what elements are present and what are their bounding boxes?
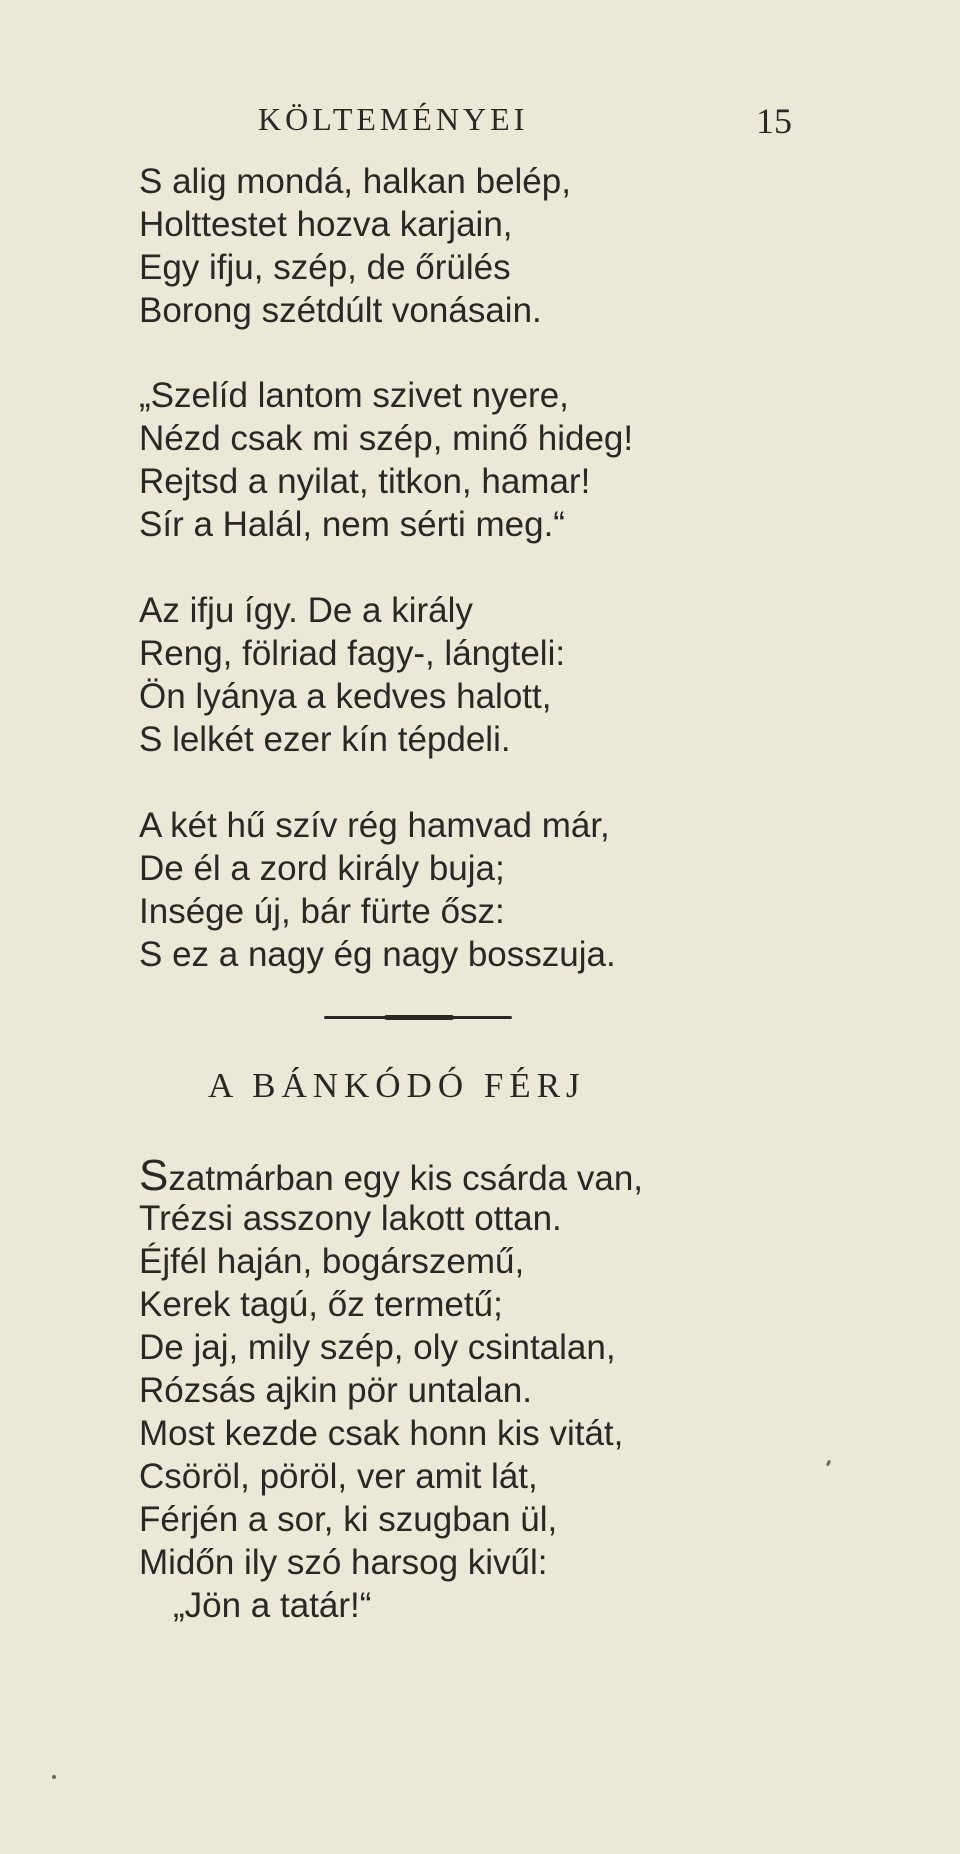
verse-line: „Szelíd lantom szivet nyere, [139,376,569,415]
drop-cap: S [139,1151,169,1200]
running-head: KÖLTEMÉNYEI [258,101,529,137]
verse-line: A két hű szív rég hamvad már, [139,806,610,845]
verse-line: Rózsás ajkin pör untalan. [139,1371,532,1410]
verse-line: Most kezde csak honn kis vitát, [139,1414,624,1453]
verse-line: Rejtsd a nyilat, titkon, hamar! [139,462,591,501]
stanza-1 [139,160,571,332]
verse-line: S lelkét ezer kín tépdeli. [139,720,511,759]
print-speck [52,1775,56,1779]
stanza-4 [139,804,616,976]
verse-line: Férjén a sor, ki szugban ül, [139,1500,558,1539]
verse-line: Trézsi asszony lakott ottan. [139,1199,562,1238]
verse-line: Sír a Halál, nem sérti meg.“ [139,505,565,544]
refrain-line: „Jön a tatár!“ [173,1586,372,1625]
verse-line: De él a zord király buja; [139,849,505,888]
stanza-2 [139,374,633,546]
section-divider [324,1016,512,1019]
page-number: 15 [756,101,792,141]
verse-line: Nézd csak mi szép, minő hideg! [139,419,634,458]
first-line-text: zatmárban egy kis csárda van, [168,1159,644,1198]
verse-line: Egy ifju, szép, de őrülés [139,248,511,287]
poem-body [139,1151,644,1627]
print-speck [826,1460,831,1467]
verse-line-first [139,1151,644,1200]
verse-line: S alig mondá, halkan belép, [139,162,571,201]
verse-line: Borong szétdúlt vonásain. [139,291,542,330]
verse-line: De jaj, mily szép, oly csintalan, [139,1328,616,1367]
verse-line: Ön lyánya a kedves halott, [139,677,552,716]
stanza-3 [139,589,565,761]
verse-line: Az ifju így. De a király [139,591,473,630]
verse-line: Holttestet hozva karjain, [139,205,513,244]
verse-line: Éjfél haján, bogárszemű, [139,1242,525,1281]
verse-line: Midőn ily szó harsog kivűl: [139,1543,548,1582]
verse-line: S ez a nagy ég nagy bosszuja. [139,935,616,974]
verse-line: Csöröl, pöröl, ver amit lát, [139,1457,538,1496]
verse-line: Reng, fölriad fagy-, lángteli: [139,634,566,673]
poem-title: A BÁNKÓDÓ FÉRJ [208,1066,586,1105]
verse-line: Kerek tagú, őz termetű; [139,1285,503,1324]
verse-line: Insége új, bár fürte ősz: [139,892,505,931]
